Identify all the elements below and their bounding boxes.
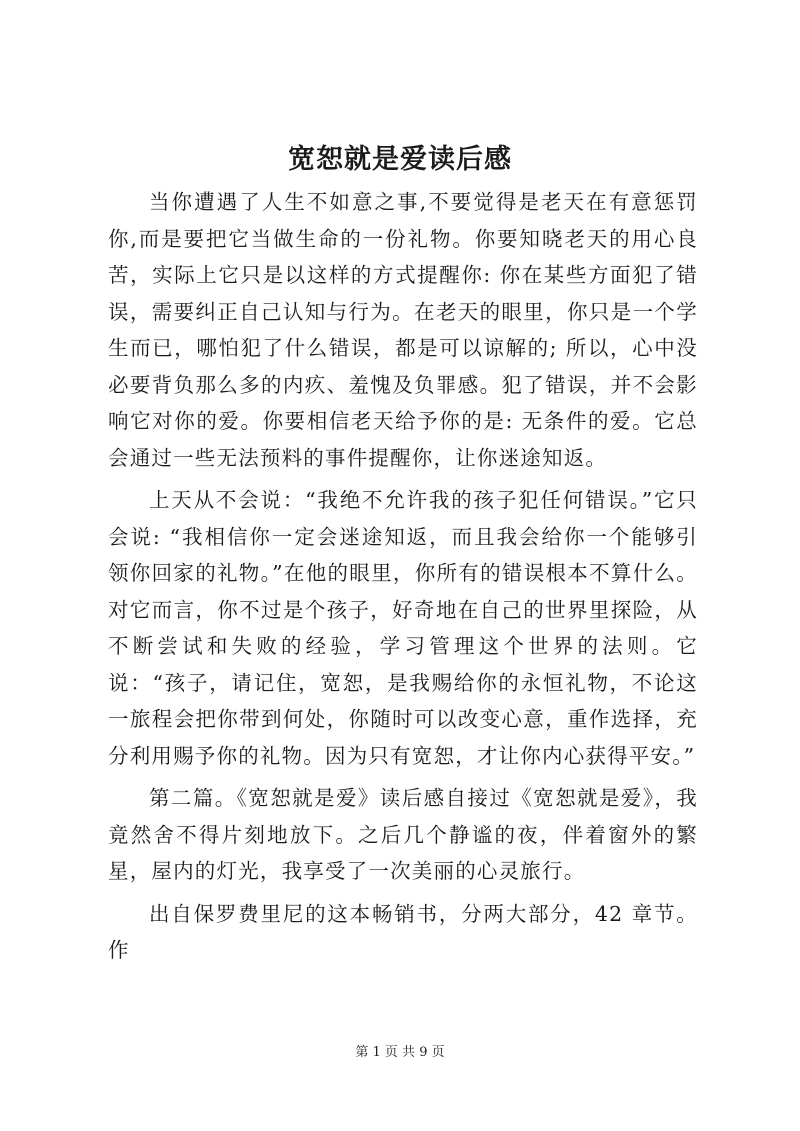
page-footer: 第 1 页 共 9 页 bbox=[355, 1045, 445, 1060]
paragraph-1: 当你遭遇了人生不如意之事,不要觉得是老天在有意惩罚你,而是要把它当做生命的一份礼物。你要知晓老天的用心良苦，实际上它只是以这样的方式提醒你: 你在某些方面犯了错误，需要纠正自己认知与行为。在老天的眼里，你只是一个学生而已，哪怕犯了什么错误，都是可以谅解的; 所以，心中没必要背负那么多的内疚、羞愧及负罪感。犯了错误，并不会影响它对你的爱。你要相信老天给予你的是: 无条件的爱。它总会通过一些无法预料的事件提醒你，让你迷途知返。 bbox=[108, 190, 698, 470]
paragraph-3: 第二篇。《宽恕就是爱》读后感自接过《宽恕就是爱》，我竟然舍不得片刻地放下。之后几个静谧的夜，伴着窗外的繁星，屋内的灯光，我享受了一次美丽的心灵旅行。 bbox=[108, 786, 698, 883]
paragraph-2: 上天从不会说：“我绝不允许我的孩子犯任何错误。”它只会说: “我相信你一定会迷途知返，而且我会给你一个能够引领你回家的礼物。”在他的眼里，你所有的错误根本不算什么。对它而言，你不过是个孩子，好奇地在自己的世界里探险，从不断尝试和失败的经验，学习管理这个世界的法则。它说：“孩子，请记住，宽恕，是我赐给你的永恒礼物，不论这一旅程会把你带到何处，你随时可以改变心意，重作选择，充分利用赐予你的礼物。因为只有宽恕，才让你内心获得平安。” bbox=[108, 488, 698, 768]
paragraph-4: 出自保罗费里尼的这本畅销书，分两大部分，42 章节。作 bbox=[108, 901, 698, 962]
document-body bbox=[108, 184, 698, 969]
document-title: 宽恕就是爱读后感 bbox=[288, 144, 512, 175]
